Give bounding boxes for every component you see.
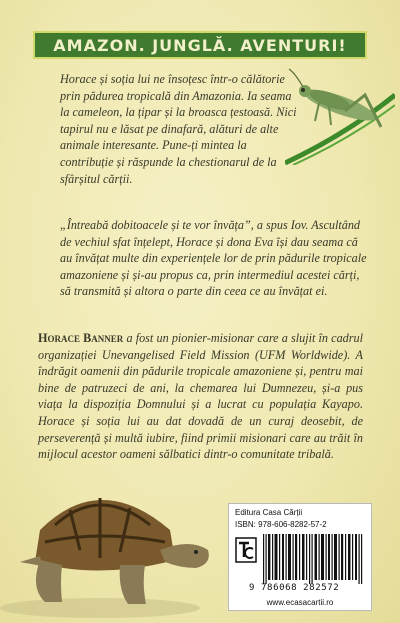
barcode-image	[261, 534, 367, 584]
barcode-digits: 9 786068 282572	[249, 583, 340, 593]
blurb-paragraph-2: „Întreabă dobitoacele și te vor învăța”, a spus Iov. Ascultând de vechiul sfat înțelept, Horace și dona Eva își dau seama că au învățat multe din experiențele lor de prin pădurile tropicale amazoniene și și-au propus ca, prin intermediul acestei cărți, să transmită și altora o parte din ceea ce au învățat ei.	[60, 218, 367, 299]
blurb-paragraph-1: Horace și soția lui ne însoțesc într-o călătorie prin pădurea tropicală din Amazonia. Ia seama la cameleon, la țipar și la broasca țestoasă. Nici tapirul nu e lăsat pe dinafară, alături de alte animale interesante. Pune-ți mintea la contribuție și răspunde la chestionarul de la sfârșitul cărții.	[60, 72, 297, 186]
author-bio	[38, 330, 363, 463]
tortoise-image	[0, 470, 215, 623]
author-name: Horace Banner	[38, 331, 124, 345]
author-bio-text: a fost un pionier-misionar care a slujit în cadrul organizației Unevangelised Field Mission (UFM Worldwide). A îndrăgit oamenii din pădurile tropicale amazoniene și, pentru mai bine de patruzeci de ani, la chemarea lui Dumnezeu, și-a pus viața la dispoziția Domnului și a lucrat cu populația Kayapo. Horace și soția lui au dat dovadă de un curaj deosebit, de perseverență și multă iubire, fiind primii misionari care au trăit în mijlocul acestor oameni sălbatici dintr-o comunitate tribală.	[38, 331, 363, 462]
publisher-name: Editura Casa Cărții	[235, 508, 303, 517]
publisher-box	[228, 503, 372, 611]
publisher-website[interactable]: www.ecasacartii.ro	[266, 598, 334, 607]
publisher-logo-icon	[235, 537, 257, 563]
grasshopper-image	[285, 65, 395, 165]
title-banner	[33, 31, 367, 59]
isbn-text: ISBN: 978-606-8282-57-2	[235, 520, 327, 529]
banner-title: AMAZON. JUNGLĂ. AVENTURI!	[53, 35, 347, 55]
